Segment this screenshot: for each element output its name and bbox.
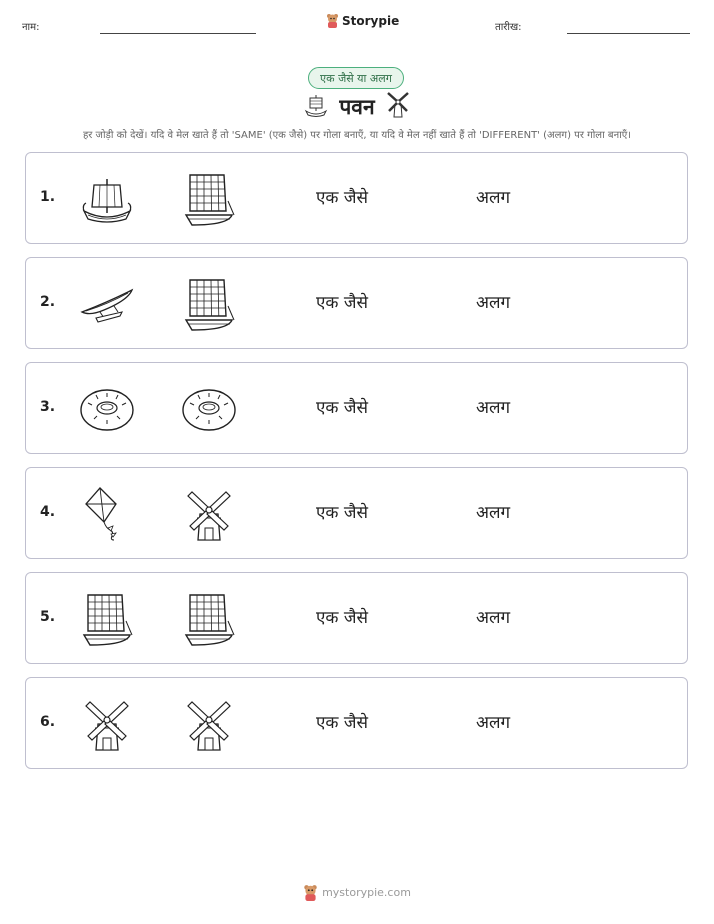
- canoe-icon: [78, 276, 136, 334]
- question-number: 2.: [40, 294, 56, 310]
- different-option[interactable]: अलग: [476, 398, 511, 418]
- question-number: 5.: [40, 609, 56, 625]
- question-number: 3.: [40, 399, 56, 415]
- worksheet-type-badge: एक जैसे या अलग: [308, 67, 404, 89]
- sailboat-icon: [180, 276, 238, 334]
- windmill-icon: [180, 696, 238, 754]
- same-option[interactable]: एक जैसे: [316, 608, 368, 628]
- sailboat-icon: [78, 591, 136, 649]
- life-ring-icon: [180, 381, 238, 439]
- page-title: पवन: [339, 95, 375, 119]
- different-option[interactable]: अलग: [476, 713, 511, 733]
- same-option[interactable]: एक जैसे: [316, 293, 368, 313]
- windmill-icon: [180, 486, 238, 544]
- question-number: 6.: [40, 714, 56, 730]
- date-field[interactable]: [567, 33, 690, 34]
- different-option[interactable]: अलग: [476, 608, 511, 628]
- sailboat-icon: [180, 591, 238, 649]
- sailboat-icon: [180, 171, 238, 229]
- question-row: [25, 677, 688, 769]
- kite-icon: [78, 486, 136, 544]
- footer-url: mystorypie.com: [322, 886, 411, 899]
- same-option[interactable]: एक जैसे: [316, 188, 368, 208]
- question-row: [25, 152, 688, 244]
- date-label: तारीख:: [495, 22, 522, 33]
- brand-logo: [326, 13, 399, 28]
- bear-icon: [303, 884, 318, 901]
- viking-ship-icon: [78, 171, 136, 229]
- instructions: हर जोड़ी को देखें। यदि वे मेल खाते हैं तो 'SAME' (एक जैसे) पर गोला बनाएँ, या यदि वे मेल नहीं खाते हैं तो 'DIFFERENT' (अलग) पर गोला बनाएँ।: [82, 130, 632, 141]
- question-row: [25, 362, 688, 454]
- question-row: [25, 467, 688, 559]
- question-row: [25, 257, 688, 349]
- bear-icon: [326, 13, 339, 28]
- life-ring-icon: [78, 381, 136, 439]
- brand-name: Storypie: [342, 13, 400, 28]
- question-number: 4.: [40, 504, 56, 520]
- ship-icon: [303, 91, 329, 123]
- same-option[interactable]: एक जैसे: [316, 713, 368, 733]
- same-option[interactable]: एक जैसे: [316, 398, 368, 418]
- windmill-icon: [385, 90, 411, 124]
- footer: [0, 884, 714, 901]
- different-option[interactable]: अलग: [476, 293, 511, 313]
- windmill-icon: [78, 696, 136, 754]
- different-option[interactable]: अलग: [476, 188, 511, 208]
- different-option[interactable]: अलग: [476, 503, 511, 523]
- title-row: [0, 90, 714, 124]
- name-label: नाम:: [22, 22, 40, 33]
- name-field[interactable]: [100, 33, 256, 34]
- same-option[interactable]: एक जैसे: [316, 503, 368, 523]
- question-row: [25, 572, 688, 664]
- question-number: 1.: [40, 189, 56, 205]
